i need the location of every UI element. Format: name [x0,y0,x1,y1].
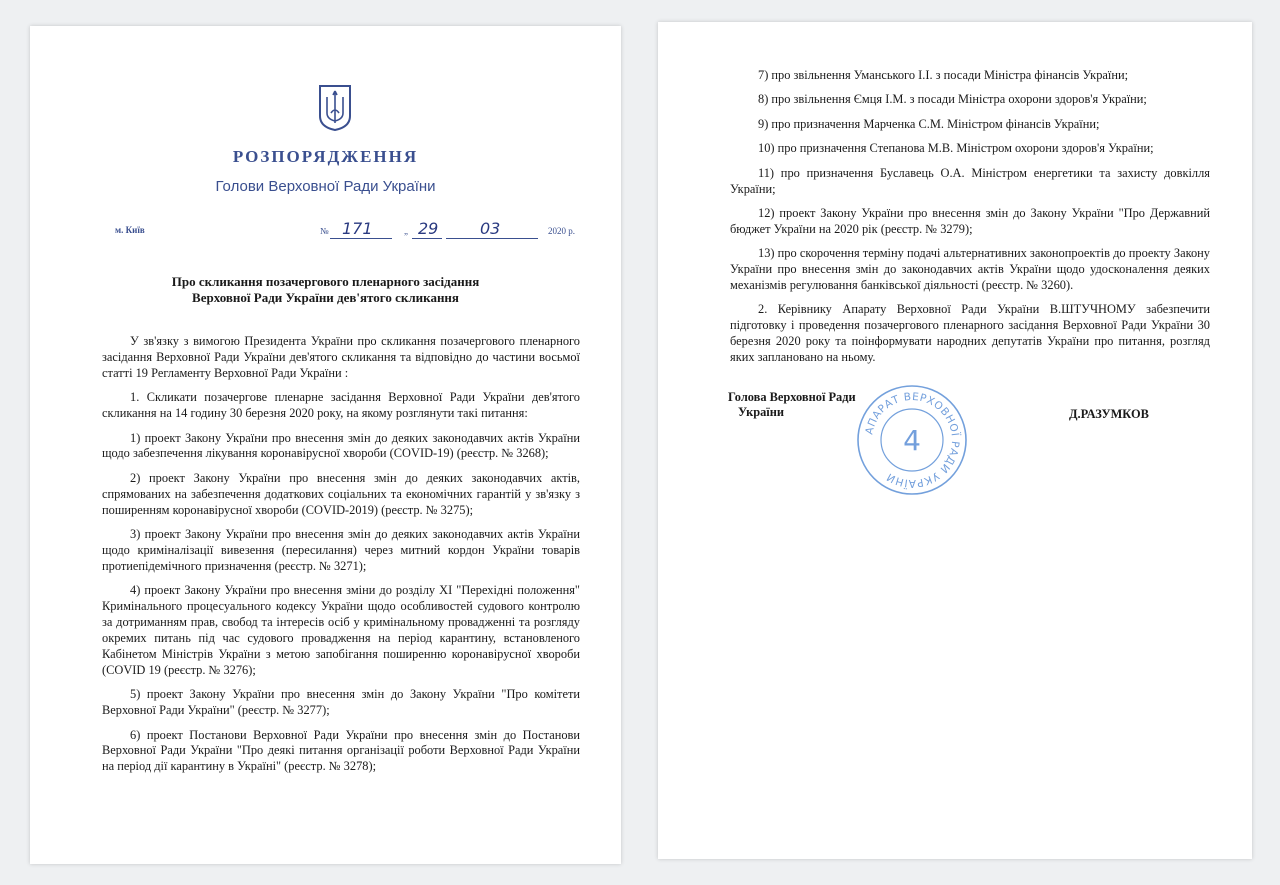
signatory-name: Д.РАЗУМКОВ [1069,407,1149,421]
agenda-item: 3) проект Закону України про внесення змін до деяких законодавчих актів України щодо криміналізації вивезення (пересилання) через митний кордон України товарів протиепідемічного призначення (реєстр. № 3271); [102,527,580,573]
agenda-item: 12) проект Закону України про внесення змін до Закону України "Про Державний бюджет України на 2020 рік (реєстр. № 3279); [730,205,1210,236]
coat-of-arms-icon [317,83,353,131]
agenda-item: 1) проект Закону України про внесення змін до деяких законодавчих актів України щодо забезпечення лікування коронавірусної хвороби (COVID-19) (реєстр. № 3268); [102,430,580,461]
title-line: Про скликання позачергового пленарного засідання [171,274,480,289]
signatory-position [728,390,856,420]
agenda-item: 7) про звільнення Уманського І.І. з посади Міністра фінансів України; [758,68,1129,82]
issuer-subtitle: Голови Верховної Ради України [215,178,436,195]
document-year: 2020 р. [548,226,575,236]
agenda-item: 4) проект Закону України про внесення зміни до розділу XI "Перехідні положення" Кримінального процесуального кодексу України щодо особливостей судового контролю за дотриманням прав, свобод та інтересів осіб у кримінальному провадженні та розгляду окремих питань під час судового провадження на період карантину, встановленого Кабінетом Міністрів України з метою запобігання поширенню коронавірусної хвороби (COVID 19 (реєстр. № 3276); [102,583,580,677]
official-stamp [854,382,970,498]
paragraph-item-2: 2. Керівнику Апарату Верховної Ради України В.ШТУЧНОМУ забезпечити підготовку і проведення позачергового пленарного засідання Верховної Ради України 30 березня 2020 року та поінформувати народних депутатів України про питання, розгляд яких заплановано на ньому. [730,302,1210,365]
position-line: Голова Верховної Ради [728,390,856,404]
city-label: м. Київ [115,225,145,235]
agenda-item: 13) про скорочення терміну подачі альтернативних законопроектів до проекту Закону України про внесення змін до законодавчих актів України щодо удосконалення деяких механізмів регулювання банківської діяльності (реєстр. № 3260). [730,246,1210,293]
document-type-heading: РОЗПОРЯДЖЕННЯ [232,147,419,166]
document-day: 29 [418,219,439,238]
document-page-1 [30,26,621,864]
agenda-item: 10) про призначення Степанова М.В. Міністром охорони здоров'я України; [758,141,1154,156]
number-date-line [320,219,595,243]
paragraph-item-1: 1. Скликати позачергове пленарне засідання Верховної Ради України дев'ятого скликання на 14 годину 30 березня 2020 року, на якому розглянути такі питання: [102,390,580,421]
date-separator: „ [404,226,408,236]
document-body [102,334,580,784]
stamp-ring-text: АПАРАТ ВЕРХОВНОЇ РАДИ УКРАЇНИ [863,390,962,490]
paragraph-preamble: У зв'язку з вимогою Президента України про скликання позачергового пленарного засідання Верховної Ради України дев'ятого скликання та відповідно до частини восьмої статті 19 Регламенту Верховної Ради України : [102,334,580,380]
document-title [30,274,621,306]
position-line: України [738,405,785,419]
agenda-item: 11) про призначення Буславець О.А. Міністром енергетики та захисту довкілля України; [730,165,1210,196]
document-month: 03 [480,219,501,238]
document-page-2 [658,22,1252,859]
stamp-number: 4 [903,424,921,457]
title-line: Верховної Ради України дев'ятого скликання [192,290,459,305]
agenda-item: 2) проект Закону України про внесення змін до деяких законодавчих актів, спрямованих на забезпечення додаткових соціальних та економічних гарантій у зв'язку з поширенням коронавірусної хвороби (COVID-2019) (реєстр. № 3275); [102,470,580,517]
number-label: № [320,226,329,236]
agenda-item: 8) про звільнення Ємця І.М. з посади Міністра охорони здоров'я України; [758,92,1147,107]
document-body-continued [730,68,1210,375]
agenda-item: 6) проект Постанови Верховної Ради України про внесення змін до Постанови Верховної Ради України "Про деякі питання організації роботи Верховної Ради України на період дії карантину в Україні" (реєстр. № 3278); [102,727,580,774]
agenda-item: 9) про призначення Марченка С.М. Міністром фінансів України; [758,116,1100,131]
document-number: 171 [342,219,373,238]
agenda-item: 5) проект Закону України про внесення змін до Закону України "Про комітети Верховної Ради України" (реєстр. № 3277); [102,687,580,718]
